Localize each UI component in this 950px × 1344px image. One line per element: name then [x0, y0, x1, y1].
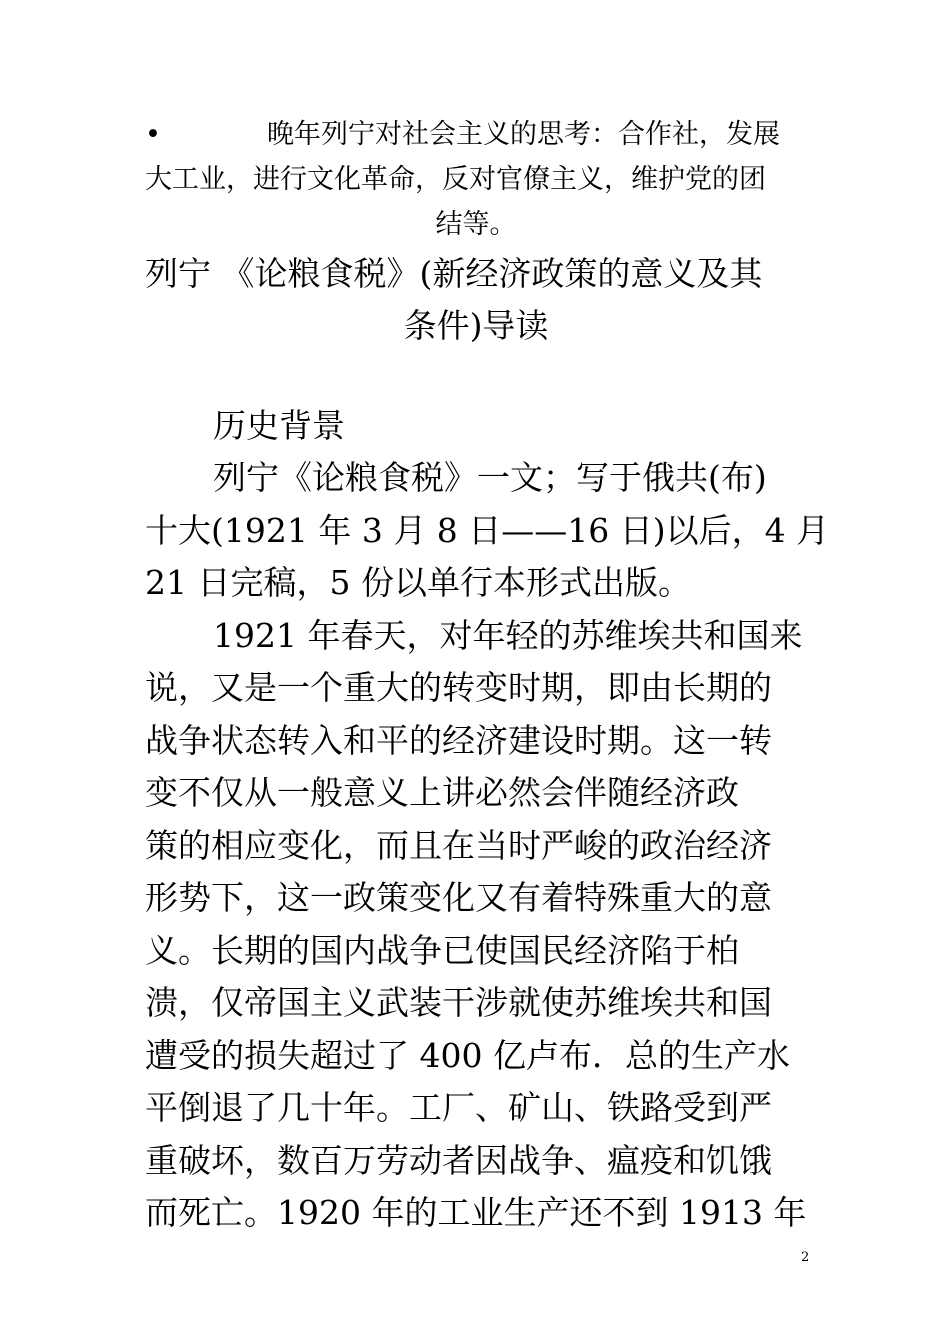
paragraph-line: 战争状态转入和平的经济建设时期。这一转 — [145, 720, 772, 760]
document-title-line: 条件)导读 — [403, 306, 549, 345]
document-title — [145, 248, 807, 352]
paragraph-line: 而死亡。1920 年的工业生产还不到 1913 年 — [145, 1193, 807, 1232]
bullet-marker: • — [145, 119, 161, 150]
paragraph-line: 列宁《论粮食税》一文；写于俄共(布) — [213, 458, 767, 497]
paragraph-line: 变不仅从一般意义上讲必然会伴随经济政 — [145, 773, 739, 812]
paragraph-line: 义。长期的国内战争已使国民经济陷于柏 — [145, 930, 739, 970]
bullet-item — [145, 112, 807, 247]
page-number: 2 — [801, 1250, 810, 1265]
body-text — [145, 452, 830, 1240]
paragraph-line: 1921 年春天，对年轻的苏维埃共和国来 — [213, 615, 803, 655]
paragraph-line: 形势下，这一政策变化又有着特殊重大的意 — [145, 878, 772, 917]
bullet-text-line: 晚年列宁对社会主义的思考：合作社，发展 — [267, 119, 780, 150]
paragraph-line: 平倒退了几十年。工厂、矿山、铁路受到严 — [145, 1088, 772, 1127]
document-title-line: 列宁 《论粮食税》(新经济政策的意义及其 — [145, 254, 763, 293]
paragraph-line: 说，又是一个重大的转变时期，即由长期的 — [145, 668, 772, 707]
paragraph-line: 策的相应变化，而且在当时严峻的政治经济 — [145, 825, 772, 865]
paragraph-line: 21 日完稿，5 份以单行本形式出版。 — [145, 563, 691, 602]
section-heading: 历史背景 — [213, 406, 345, 445]
bullet-text-line: 结等。 — [435, 209, 517, 240]
paragraph-line: 遭受的损失超过了 400 亿卢布．总的生产水 — [145, 1035, 790, 1075]
bullet-text-line: 大工业，进行文化革命，反对官僚主义，维护党的团 — [145, 164, 766, 195]
paragraph-line: 十大(1921 年 3 月 8 日——16 日)以后，4 月 — [145, 510, 830, 550]
paragraph-line: 溃，仅帝国主义武装干涉就使苏维埃共和国 — [145, 983, 772, 1022]
paragraph-line: 重破坏，数百万劳动者因战争、瘟疫和饥饿 — [145, 1140, 772, 1180]
